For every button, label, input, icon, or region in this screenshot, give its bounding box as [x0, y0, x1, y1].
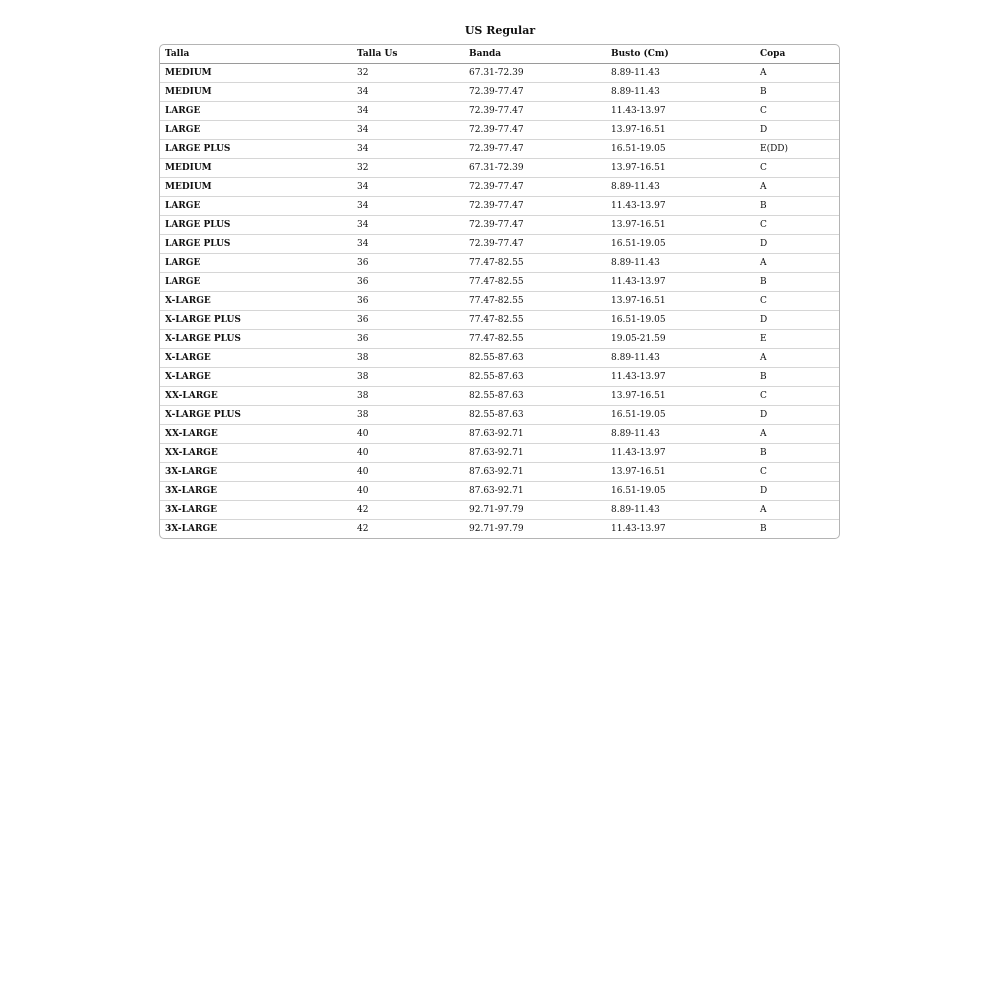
cell-talla-us: 36: [352, 311, 464, 330]
cell-copa: C: [755, 292, 839, 311]
cell-talla: MEDIUM: [160, 159, 352, 178]
cell-talla-us: 34: [352, 121, 464, 140]
cell-copa: C: [755, 159, 839, 178]
cell-banda: 77.47-82.55: [464, 330, 606, 349]
table-row: [160, 444, 839, 463]
cell-copa: E(DD): [755, 140, 839, 159]
cell-copa: B: [755, 197, 839, 216]
cell-busto: 13.97-16.51: [606, 121, 755, 140]
cell-talla-us: 40: [352, 444, 464, 463]
cell-talla: MEDIUM: [160, 64, 352, 83]
cell-talla: LARGE: [160, 273, 352, 292]
cell-busto: 13.97-16.51: [606, 292, 755, 311]
header-copa: Copa: [755, 45, 839, 64]
cell-busto: 11.43-13.97: [606, 444, 755, 463]
cell-talla: 3X-LARGE: [160, 482, 352, 501]
cell-talla-us: 34: [352, 216, 464, 235]
cell-copa: D: [755, 121, 839, 140]
cell-copa: D: [755, 311, 839, 330]
cell-copa: B: [755, 368, 839, 387]
table-row: [160, 273, 839, 292]
cell-busto: 11.43-13.97: [606, 197, 755, 216]
cell-busto: 11.43-13.97: [606, 102, 755, 121]
table-row: [160, 520, 839, 539]
cell-busto: 19.05-21.59: [606, 330, 755, 349]
cell-busto: 8.89-11.43: [606, 83, 755, 102]
header-talla: Talla: [160, 45, 352, 64]
cell-busto: 16.51-19.05: [606, 311, 755, 330]
cell-talla: LARGE PLUS: [160, 235, 352, 254]
cell-busto: 11.43-13.97: [606, 273, 755, 292]
cell-copa: C: [755, 216, 839, 235]
table-row: [160, 102, 839, 121]
cell-busto: 11.43-13.97: [611, 524, 666, 534]
cell-copa: B: [760, 524, 767, 534]
table-row: [160, 330, 839, 349]
header-busto: Busto (Cm): [606, 45, 755, 64]
cell-busto: 11.43-13.97: [606, 368, 755, 387]
cell-copa: B: [755, 83, 839, 102]
cell-talla: X-LARGE PLUS: [160, 406, 352, 425]
size-table-container: [159, 44, 840, 539]
cell-banda: 77.47-82.55: [464, 311, 606, 330]
cell-copa: B: [755, 444, 839, 463]
table-row: [160, 387, 839, 406]
size-table: [160, 45, 839, 538]
cell-talla: X-LARGE PLUS: [160, 311, 352, 330]
table-row: [160, 235, 839, 254]
cell-copa: C: [755, 387, 839, 406]
cell-talla: 3X-LARGE: [165, 524, 217, 534]
cell-copa: A: [755, 178, 839, 197]
cell-talla: MEDIUM: [160, 83, 352, 102]
cell-banda: 72.39-77.47: [464, 197, 606, 216]
table-row: [160, 349, 839, 368]
cell-copa: B: [755, 273, 839, 292]
table-row: [160, 311, 839, 330]
cell-talla-us: 42: [352, 501, 464, 520]
table-row: [160, 64, 839, 83]
cell-talla: XX-LARGE: [160, 444, 352, 463]
cell-talla-us: 34: [352, 197, 464, 216]
header-banda: Banda: [464, 45, 606, 64]
cell-busto: 8.89-11.43: [606, 64, 755, 83]
table-row: [160, 216, 839, 235]
cell-busto: 8.89-11.43: [606, 254, 755, 273]
cell-busto: 8.89-11.43: [606, 501, 755, 520]
cell-copa: A: [755, 501, 839, 520]
cell-busto: 16.51-19.05: [606, 140, 755, 159]
cell-banda: 87.63-92.71: [464, 482, 606, 501]
cell-talla: X-LARGE: [160, 349, 352, 368]
cell-busto: 13.97-16.51: [606, 159, 755, 178]
cell-talla-us: 36: [352, 292, 464, 311]
cell-talla-us: 40: [352, 482, 464, 501]
cell-talla-us: 34: [352, 178, 464, 197]
table-row: [160, 197, 839, 216]
cell-banda: 87.63-92.71: [464, 425, 606, 444]
cell-banda: 72.39-77.47: [464, 235, 606, 254]
table-row: [160, 121, 839, 140]
cell-busto: 16.51-19.05: [606, 482, 755, 501]
table-row: [160, 140, 839, 159]
cell-copa: A: [755, 349, 839, 368]
cell-banda: 77.47-82.55: [464, 273, 606, 292]
cell-talla: LARGE: [160, 102, 352, 121]
cell-talla-us: 36: [352, 330, 464, 349]
cell-talla-us: 36: [352, 273, 464, 292]
table-row: [160, 501, 839, 520]
cell-talla-us: 40: [352, 425, 464, 444]
cell-banda: 77.47-82.55: [464, 254, 606, 273]
cell-banda: 72.39-77.47: [464, 216, 606, 235]
cell-banda: 67.31-72.39: [464, 64, 606, 83]
cell-talla-us: 32: [352, 64, 464, 83]
cell-busto: 8.89-11.43: [606, 349, 755, 368]
cell-banda: 87.63-92.71: [464, 463, 606, 482]
cell-talla: LARGE: [160, 254, 352, 273]
cell-talla: LARGE: [160, 121, 352, 140]
table-row: [160, 463, 839, 482]
table-row: [160, 178, 839, 197]
cell-banda: 92.71-97.79: [464, 501, 606, 520]
cell-busto: 8.89-11.43: [606, 178, 755, 197]
cell-banda: 72.39-77.47: [464, 102, 606, 121]
table-row: [160, 406, 839, 425]
cell-talla-us: 38: [352, 349, 464, 368]
cell-busto: 13.97-16.51: [606, 463, 755, 482]
cell-banda: 72.39-77.47: [464, 121, 606, 140]
cell-copa: D: [755, 235, 839, 254]
cell-banda: 72.39-77.47: [464, 83, 606, 102]
cell-copa: C: [755, 463, 839, 482]
cell-copa: D: [755, 482, 839, 501]
table-row: [160, 482, 839, 501]
table-header-row: [160, 45, 839, 64]
cell-banda: 77.47-82.55: [464, 292, 606, 311]
table-row: [160, 254, 839, 273]
cell-banda: 92.71-97.79: [469, 524, 524, 534]
cell-busto: 13.97-16.51: [606, 216, 755, 235]
cell-banda: 72.39-77.47: [464, 178, 606, 197]
cell-banda: 82.55-87.63: [464, 368, 606, 387]
cell-talla: MEDIUM: [160, 178, 352, 197]
cell-talla-us: 38: [352, 368, 464, 387]
cell-copa: D: [755, 406, 839, 425]
cell-talla-us: 32: [352, 159, 464, 178]
cell-banda: 82.55-87.63: [464, 387, 606, 406]
cell-banda: 82.55-87.63: [464, 406, 606, 425]
table-body: [160, 64, 839, 539]
cell-talla: 3X-LARGE: [160, 501, 352, 520]
cell-talla-us: 38: [352, 387, 464, 406]
cell-banda: 67.31-72.39: [464, 159, 606, 178]
cell-talla-us: 34: [352, 140, 464, 159]
cell-copa: C: [755, 102, 839, 121]
header-talla-us: Talla Us: [352, 45, 464, 64]
cell-talla-us: 34: [352, 83, 464, 102]
table-row: [160, 292, 839, 311]
cell-talla-us: 34: [352, 102, 464, 121]
page-title: US Regular: [464, 24, 536, 37]
cell-talla-us: 34: [352, 235, 464, 254]
cell-talla: 3X-LARGE: [160, 463, 352, 482]
table-row: [160, 425, 839, 444]
cell-talla: LARGE: [160, 197, 352, 216]
cell-copa: A: [755, 254, 839, 273]
cell-talla: X-LARGE: [160, 368, 352, 387]
cell-talla-us: 36: [352, 254, 464, 273]
cell-talla: LARGE PLUS: [160, 216, 352, 235]
table-row: [160, 83, 839, 102]
cell-talla: XX-LARGE: [160, 425, 352, 444]
cell-copa: E: [755, 330, 839, 349]
table-row: [160, 159, 839, 178]
cell-talla: X-LARGE PLUS: [160, 330, 352, 349]
cell-banda: 72.39-77.47: [464, 140, 606, 159]
cell-busto: 8.89-11.43: [606, 425, 755, 444]
cell-banda: 82.55-87.63: [464, 349, 606, 368]
cell-talla: X-LARGE: [160, 292, 352, 311]
cell-busto: 16.51-19.05: [606, 235, 755, 254]
cell-talla-us: 38: [352, 406, 464, 425]
cell-talla-us: 40: [352, 463, 464, 482]
cell-banda: 87.63-92.71: [464, 444, 606, 463]
cell-busto: 16.51-19.05: [606, 406, 755, 425]
cell-talla: LARGE PLUS: [160, 140, 352, 159]
cell-busto: 13.97-16.51: [606, 387, 755, 406]
cell-copa: A: [755, 64, 839, 83]
table-row: [160, 368, 839, 387]
cell-talla: XX-LARGE: [160, 387, 352, 406]
cell-copa: A: [755, 425, 839, 444]
cell-talla-us: 42: [357, 524, 369, 534]
